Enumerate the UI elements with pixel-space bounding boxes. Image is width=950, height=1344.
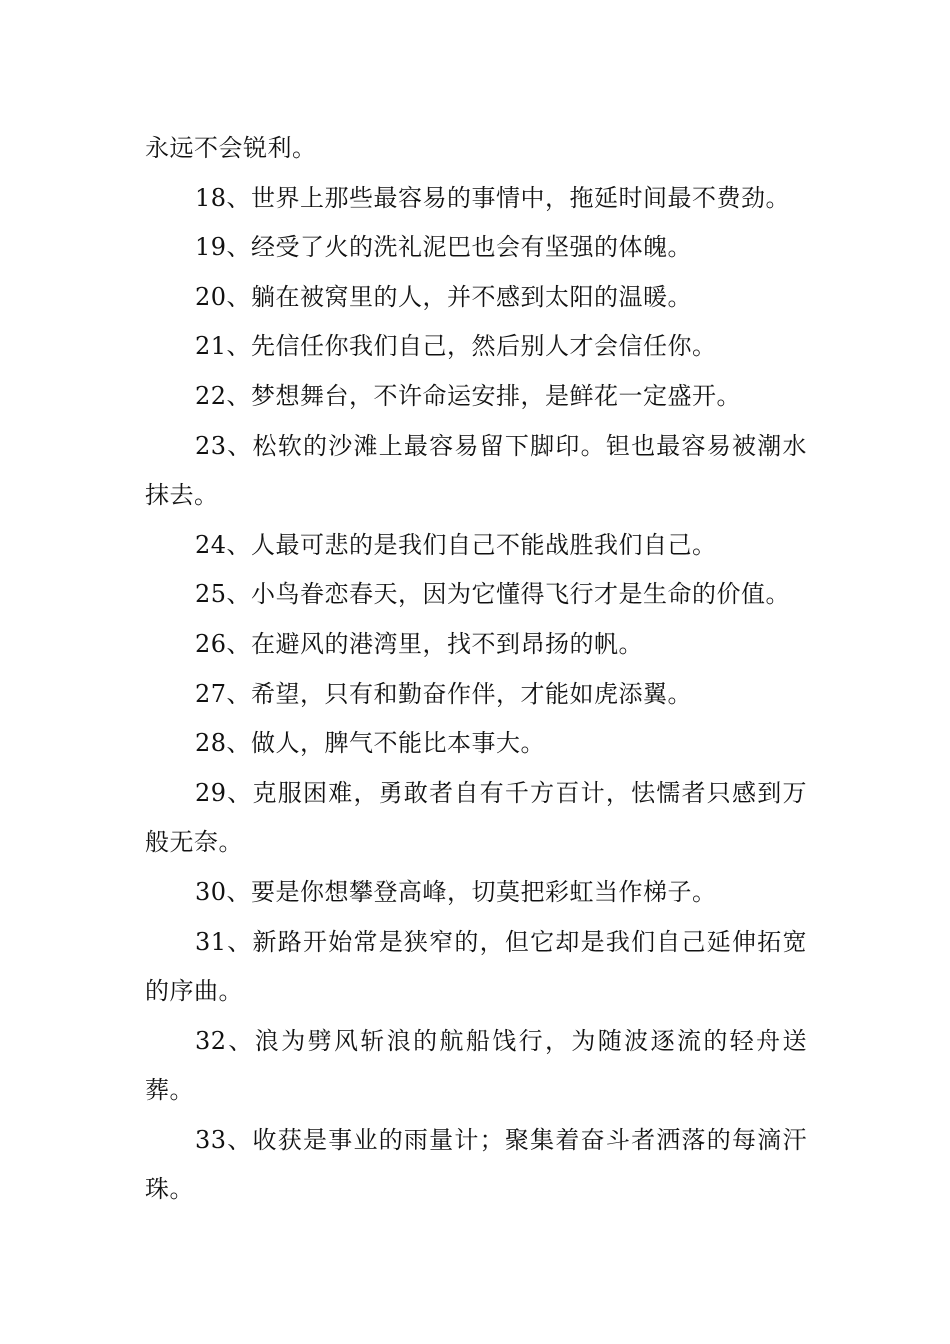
paragraph: 28、做人，脾气不能比本事大。 — [195, 729, 546, 758]
paragraph: 29、克服困难，勇敢者自有千方百计，怯懦者只感到万般无奈。 — [145, 778, 807, 857]
paragraph: 32、浪为劈风斩浪的航船饯行，为随波逐流的轻舟送葬。 — [145, 1026, 807, 1105]
paragraph: 23、松软的沙滩上最容易留下脚印。钽也最容易被潮水抹去。 — [145, 431, 807, 510]
paragraph: 33、收获是事业的雨量计；聚集着奋斗者洒落的每滴汗珠。 — [145, 1125, 807, 1204]
paragraph: 21、先信任你我们自己，然后别人才会信任你。 — [195, 332, 717, 361]
paragraph: 25、小鸟眷恋春天，因为它懂得飞行才是生命的价值。 — [195, 580, 791, 609]
paragraph: 20、躺在被窝里的人，并不感到太阳的温暖。 — [195, 282, 693, 311]
paragraph: 24、人最可悲的是我们自己不能战胜我们自己。 — [195, 530, 717, 559]
paragraph: 22、梦想舞台，不许命运安排，是鲜花一定盛开。 — [195, 381, 742, 410]
paragraph: 永远不会锐利。 — [145, 134, 317, 162]
paragraph: 30、要是你想攀登高峰，切莫把彩虹当作梯子。 — [195, 877, 717, 906]
paragraph: 19、经受了火的洗礼泥巴也会有坚强的体魄。 — [195, 233, 693, 262]
paragraph: 27、希望，只有和勤奋作伴，才能如虎添翼。 — [195, 679, 693, 708]
document-body — [145, 124, 807, 1215]
paragraph: 18、世界上那些最容易的事情中，拖延时间最不费劲。 — [195, 183, 791, 212]
paragraph: 26、在避风的港湾里，找不到昂扬的帆。 — [195, 629, 644, 658]
paragraph: 31、新路开始常是狭窄的，但它却是我们自己延伸拓宽的序曲。 — [145, 927, 807, 1006]
